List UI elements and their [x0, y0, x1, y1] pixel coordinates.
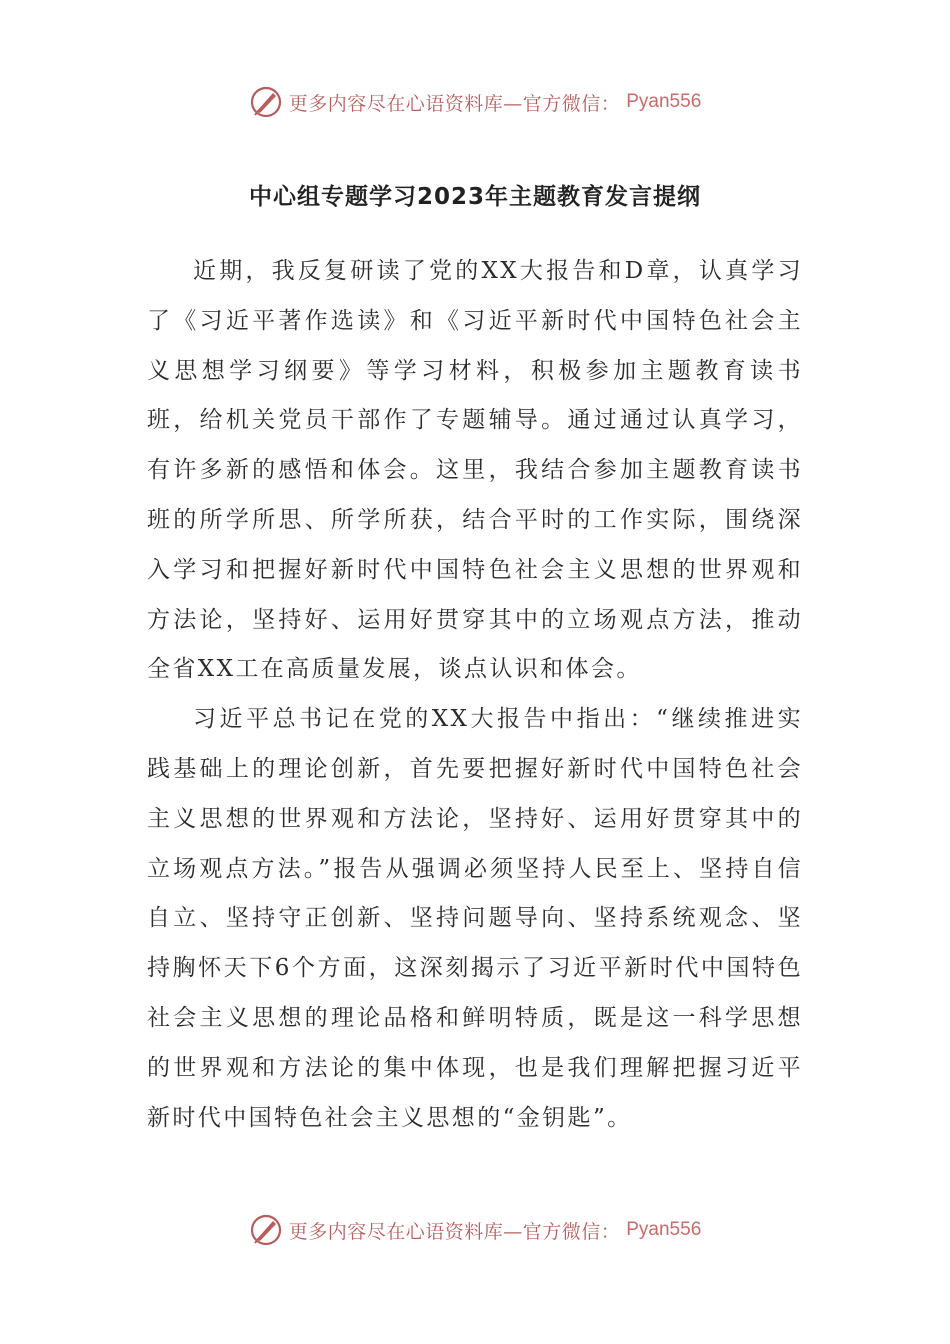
document-title: 中心组专题学习2023年主题教育发言提纲 — [248, 184, 701, 210]
quill-circle-logo-icon — [249, 1213, 283, 1247]
footer-watermark-banner — [0, 1210, 950, 1250]
paragraph-1: 近期，我反复研读了党的XX大报告和D章，认真学习了《习近平著作选读》和《习近平新时代中国特色社会主义思想学习纲要》等学习材料，积极参加主题教育读书班，给机关党员干部作了专题辅导。通过通过认真学习，有许多新的感悟和体会。这里，我结合参加主题教育读书班的所学所思、所学所获，结合平时的工作实际，围绕深入学习和把握好新时代中国特色社会主义思想的世界观和方法论，坚持好、运用好贯穿其中的立场观点方法，推动全省XX工在高质量发展，谈点认识和体会。 — [147, 258, 803, 683]
header-watermark-banner — [0, 82, 950, 122]
paragraph-2: 习近平总书记在党的XX大报告中指出：“继续推进实践基础上的理论创新，首先要把握好新时代中国特色社会主义思想的世界观和方法论，坚持好、运用好贯穿其中的立场观点方法。”报告从强调必须坚持人民至上、坚持自信自立、坚持守正创新、坚持问题导向、坚持系统观念、坚持胸怀天下6个方面，这深刻揭示了习近平新时代中国特色社会主义思想的理论品格和鲜明特质，既是这一科学思想的世界观和方法论的集中体现，也是我们理解把握习近平新时代中国特色社会主义思想的“金钥匙”。 — [147, 706, 803, 1131]
wechat-id: Pyan556 — [626, 91, 702, 112]
watermark-text: 更多内容尽在心语资料库—官方微信： — [288, 92, 621, 115]
watermark-text: 更多内容尽在心语资料库—官方微信： — [288, 1220, 621, 1243]
wechat-id: Pyan556 — [626, 1219, 702, 1240]
quill-circle-logo-icon — [249, 85, 283, 119]
document-body — [147, 247, 803, 1143]
